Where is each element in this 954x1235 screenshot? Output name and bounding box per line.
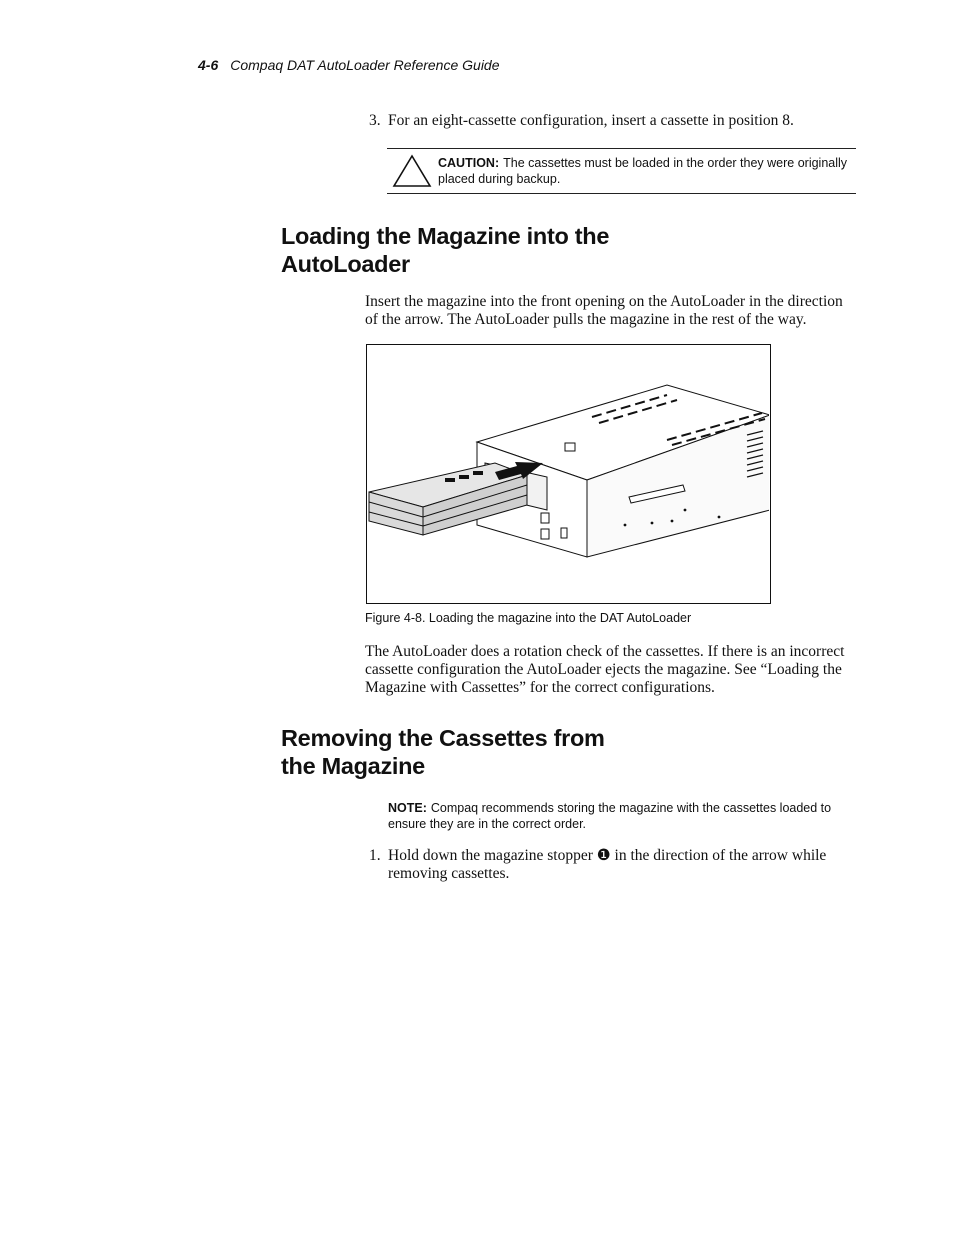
page-number: 4-6 [198,57,219,73]
heading-line: Loading the Magazine into the [281,223,610,249]
caution-label: CAUTION: [438,156,500,170]
step-text: For an eight-cassette configuration, insert a cassette in position 8. [388,112,794,129]
caution-box [387,148,856,194]
step-number: 3. [369,112,381,129]
note-text: Compaq recommends storing the magazine with the cassettes loaded to ensure they are in the correct order. [388,801,832,831]
heading-line: AutoLoader [281,251,410,277]
step-number: 1. [369,847,381,864]
heading-line: the Magazine [281,753,425,779]
loading-intro-paragraph: Insert the magazine into the front opening on the AutoLoader in the direction of the arrow. The AutoLoader pulls the magazine in the rest of the way. [365,293,843,328]
section-heading-loading [281,222,641,278]
note-label: NOTE: [388,801,427,815]
warning-triangle-icon [392,154,432,193]
caution-text [438,155,848,187]
guide-title: Compaq DAT AutoLoader Reference Guide [230,57,500,73]
step-text-before: Hold down the magazine stopper [388,847,593,864]
figure-caption: Figure 4-8. Loading the magazine into the DAT AutoLoader [365,611,692,625]
step-text-after: in the direction of the arrow while removing cassettes. [388,847,827,882]
heading-line: Removing the Cassettes from [281,725,605,751]
rotation-check-paragraph: The AutoLoader does a rotation check of the cassettes. If there is an incorrect cassette configuration the AutoLoader ejects the magazine. See “Loading the Magazine with Cassettes” for the correct configurations. [365,643,845,696]
running-header [198,57,500,73]
step-3 [369,112,839,130]
caution-body: The cassettes must be loaded in the order they were originally placed during backup. [438,156,848,186]
figure-autoloader-illustration [366,344,771,604]
section-heading-removing [281,724,641,780]
step-text [388,847,839,883]
autoloader-drawing [367,345,769,602]
callout-1-icon: ❶ [596,847,611,864]
note-box [388,800,854,832]
step-1 [369,847,839,883]
